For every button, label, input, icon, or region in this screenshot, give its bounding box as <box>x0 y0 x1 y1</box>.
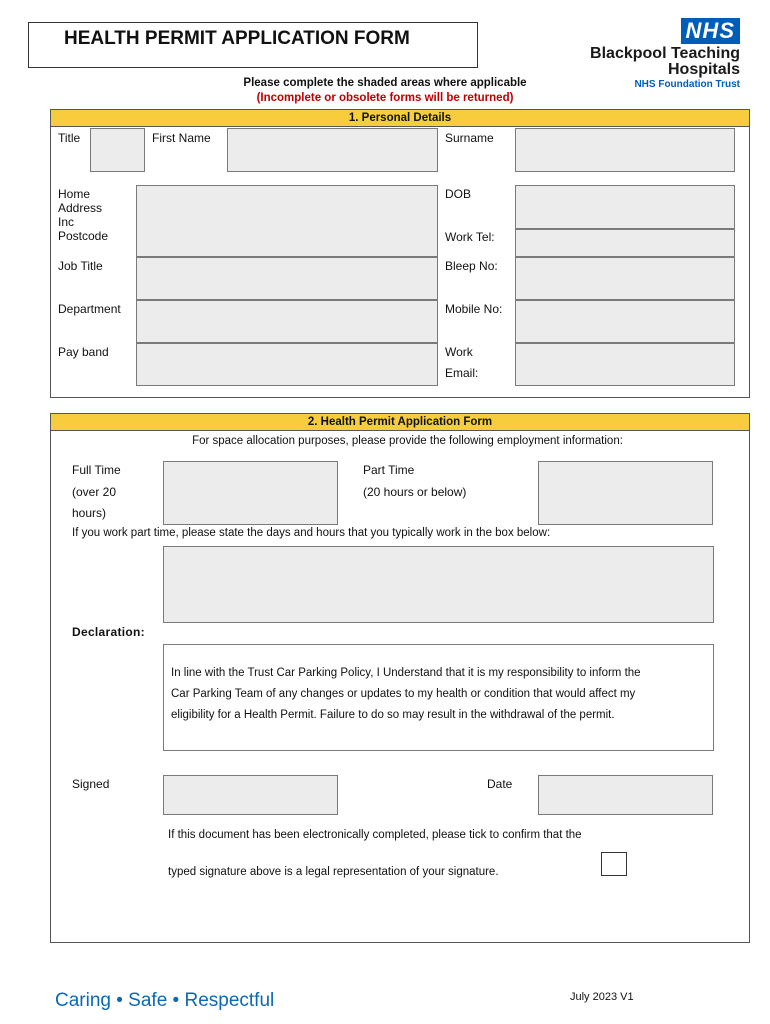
work-email-field[interactable] <box>515 343 735 386</box>
footer-slogan: Caring • Safe • Respectful <box>55 990 275 1011</box>
work-email-label-2: Email: <box>445 366 479 380</box>
warning-text: (Incomplete or obsolete forms will be returned) <box>256 92 514 104</box>
part-time-label-2: (20 hours or below) <box>363 485 467 499</box>
department-label: Department <box>58 302 121 316</box>
first-name-label: First Name <box>152 131 211 145</box>
mobile-label: Mobile No: <box>445 302 503 316</box>
org-name-line1: Blackpool Teaching <box>590 45 740 62</box>
date-label: Date <box>487 777 513 791</box>
work-tel-field[interactable] <box>515 229 735 257</box>
signature-field[interactable] <box>163 775 338 815</box>
full-time-label-2: (over 20 <box>72 485 117 499</box>
work-email-label-1: Work <box>445 345 473 359</box>
pay-band-label: Pay band <box>58 345 109 359</box>
health-permit-heading: 2. Health Permit Application Form <box>50 413 750 431</box>
pay-band-field[interactable] <box>136 343 438 386</box>
full-time-label-1: Full Time <box>72 463 121 477</box>
dob-label: DOB <box>445 187 472 201</box>
declaration-line3: eligibility for a Health Permit. Failure to do so may result in the withdrawal of the permit. <box>171 709 615 721</box>
org-name-line2: Hospitals <box>667 61 740 78</box>
org-trust: NHS Foundation Trust <box>634 79 740 90</box>
part-time-hours-field[interactable] <box>163 546 714 623</box>
full-time-field[interactable] <box>163 461 338 525</box>
dob-field[interactable] <box>515 185 735 229</box>
form-title: HEALTH PERMIT APPLICATION FORM <box>28 22 478 68</box>
part-time-field[interactable] <box>538 461 713 525</box>
bleep-field[interactable] <box>515 257 735 300</box>
title-label: Title <box>58 131 81 145</box>
home-address-field[interactable] <box>136 185 438 257</box>
electronic-confirm-line1: If this document has been electronically completed, please tick to confirm that the <box>168 829 582 841</box>
job-title-field[interactable] <box>136 257 438 300</box>
declaration-line2: Car Parking Team of any changes or updates to my health or condition that would affect my <box>171 688 636 700</box>
address-label-1: Home <box>58 187 91 201</box>
electronic-confirm-line2: typed signature above is a legal representation of your signature. <box>168 866 499 878</box>
mobile-field[interactable] <box>515 300 735 343</box>
signature-confirm-checkbox[interactable] <box>601 852 627 876</box>
part-time-note: If you work part time, please state the days and hours that you typically work in the box below: <box>72 527 551 539</box>
job-title-label: Job Title <box>58 259 103 273</box>
address-label-2: Address <box>58 201 103 215</box>
instruction-text: Please complete the shaded areas where applicable <box>243 77 527 89</box>
title-field[interactable] <box>90 128 145 172</box>
declaration-line1: In line with the Trust Car Parking Policy, I Understand that it is my responsibility to inform the <box>171 667 641 679</box>
footer-version: July 2023 V1 <box>570 991 634 1003</box>
nhs-logo: NHS <box>681 18 740 44</box>
bleep-label: Bleep No: <box>445 259 498 273</box>
department-field[interactable] <box>136 300 438 343</box>
signed-label: Signed <box>72 777 110 791</box>
address-label-4: Postcode <box>58 229 109 243</box>
part-time-label-1: Part Time <box>363 463 415 477</box>
full-time-label-3: hours) <box>72 506 107 520</box>
personal-details-heading: 1. Personal Details <box>50 109 750 127</box>
surname-field[interactable] <box>515 128 735 172</box>
allocation-intro: For space allocation purposes, please provide the following employment information: <box>192 435 623 447</box>
first-name-field[interactable] <box>227 128 438 172</box>
declaration-label: Declaration: <box>72 625 145 639</box>
date-field[interactable] <box>538 775 713 815</box>
address-label-3: Inc <box>58 215 75 229</box>
surname-label: Surname <box>445 131 494 145</box>
work-tel-label: Work Tel: <box>445 230 495 244</box>
